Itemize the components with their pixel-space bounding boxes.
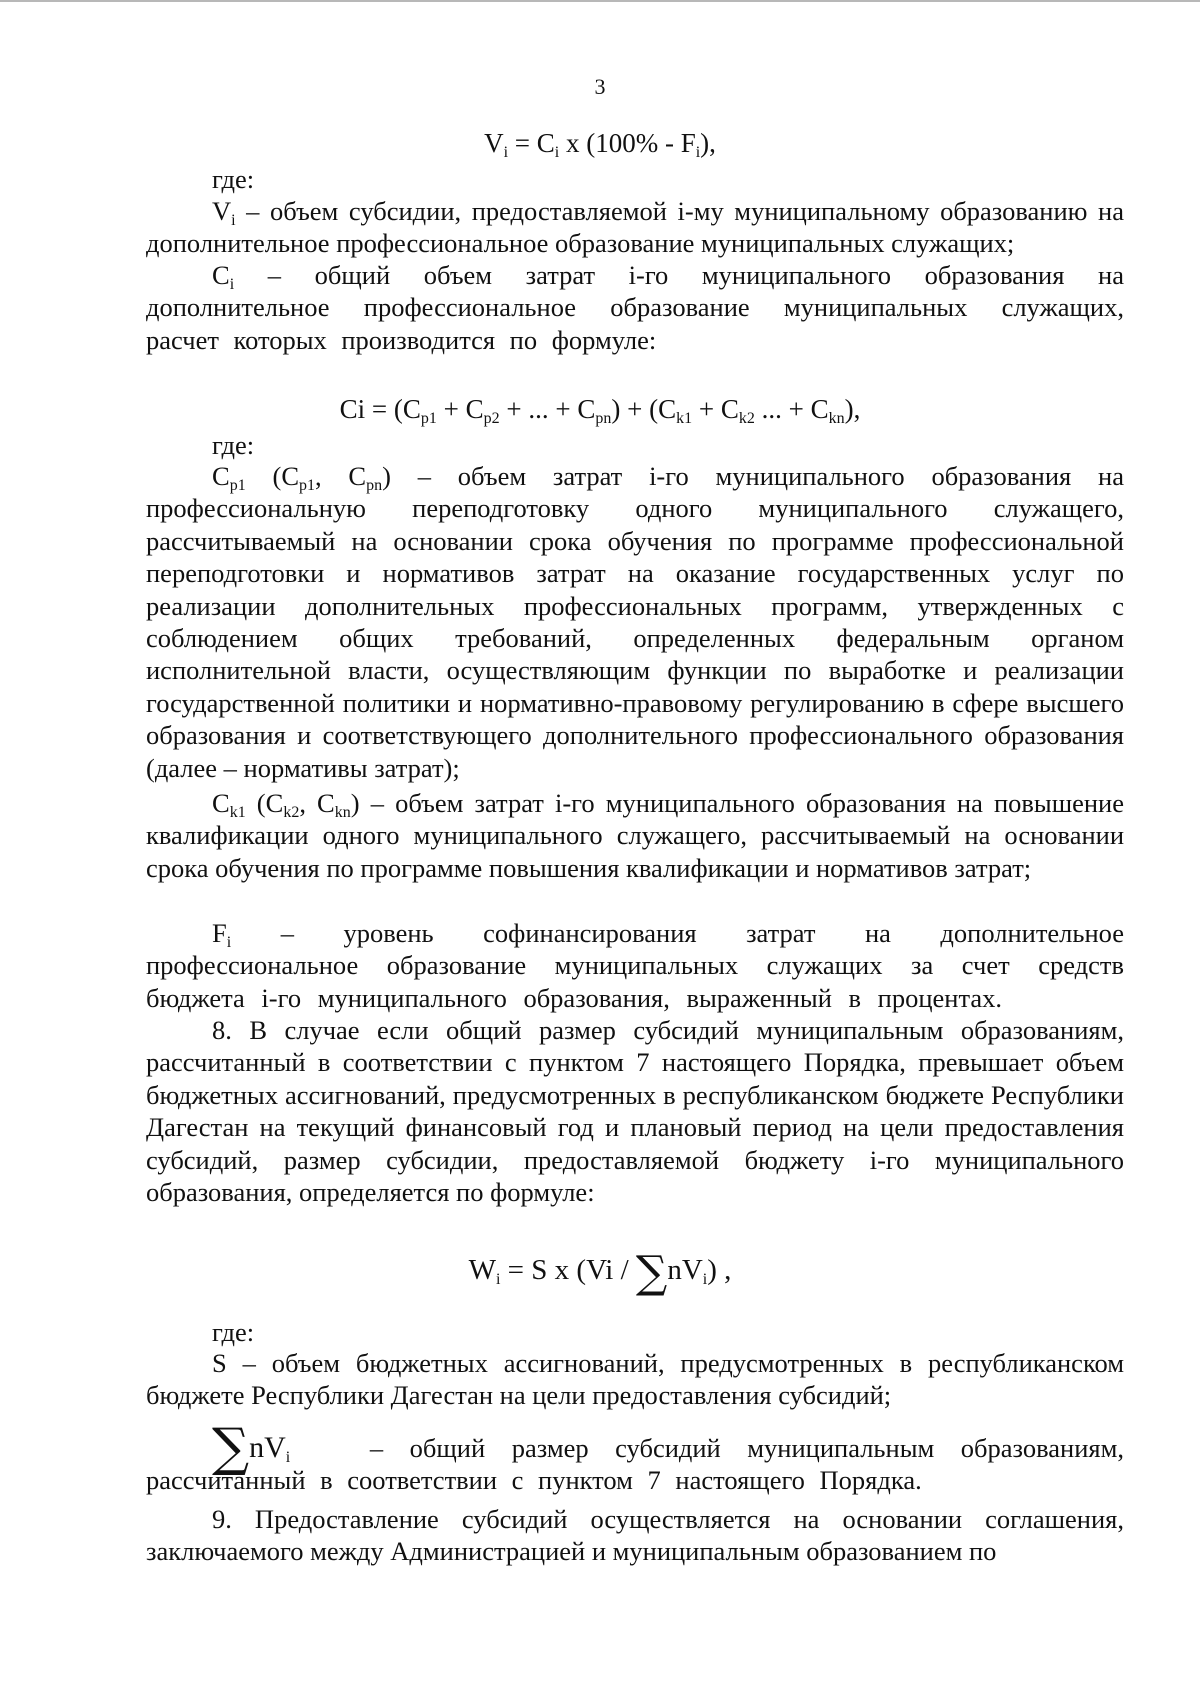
paragraph-9: 9. Предоставление субсидий осуществляется на основании соглашения, заключаемого между Администрацией и муниципальным образованием по [146,1504,1124,1567]
where-label-1: где: [212,164,255,194]
where-label-3: где: [212,1317,255,1347]
formula-ci: $Ci = (C_{p1} + C_{p2}$ + ... + $C_{pn}) + (C_{k1} + C_{k2}$ ... + $C_{kn}$), [339,394,861,427]
formula-vi: $V_i = C_i$ x $(100\% - F_i)$, [484,128,716,161]
sum-sign-icon: ∑ [212,1418,250,1478]
s-definition: S – объем бюджетных ассигнований, предусмотренных в республиканском бюджете Республики Дагестан на цели предоставления субсидий; [146,1348,1124,1411]
paragraph-8: 8. В случае если общий размер субсидий муниципальным образованиям, рассчитанный в соответствии с пунктом 7 настоящего Порядка, превышает объем бюджетных ассигнований, предусмотренных в республиканском бюджете Республики Дагестан на текущий финансовый год и плановый период на цели предоставления субсидий, размер субсидии, предоставляемой бюджету i-го муниципального образования, определяется по формуле: [146,1015,1124,1208]
ci-definition: $C_i$ – общий объем затрат i-го муниципального образования на дополнительное профессиональное образование муниципальных служащих, расчет которых производится по формуле: [146,260,1124,355]
ck-definition: $C_{k1}$ ($C_{k2}$, $C_{kn}$) – объем затрат i-го муниципального образования на повышение квалификации одного муниципального служащего, рассчитываемый на основании срока обучения по программе повышения квалификации и нормативов затрат; [146,788,1125,883]
cp-definition: $C_{p1}$ ($C_{p1}$, $C_{pn}$) – объем затрат i-го муниципального образования на профессиональную переподготовку одного муниципального служащего, рассчитываемый на основании срока обучения по программе профессиональной переподготовки и нормативов затрат на оказание государственных услуг по реализации дополнительных профессиональных программ, утвержденных с соблюдением общих требований, определенных федеральным органом исполнительной власти, осуществляющим функции по выработке и реализации государственной политики и нормативно-правовому регулированию в сфере высшего образования и соответствующего дополнительного профессионального образования (далее – нормативы затрат); [146,461,1124,783]
page-number: 3 [594,74,606,99]
sum-sign-icon: ∑ [635,1247,668,1298]
where-label-2: где: [212,430,255,460]
fi-definition: $F_i$ – уровень софинансирования затрат на дополнительное профессиональное образование муниципальных служащих за счет средств бюджета i-го муниципального образования, выраженный в процентах. [146,918,1124,1013]
sum-nvi-definition: $\sum nV_i$ – общий размер субсидий муниципальным образованиям, рассчитанный в соответствии с пунктом 7 настоящего Порядка. [146,1418,1124,1496]
vi-definition: $V_i$ – объем субсидии, предоставляемой i-му муниципальному образованию на дополнительное профессиональное образование муниципальных служащих; [146,196,1124,259]
formula-wi: $W_i = S$ x $(Vi / \sum nV_i)$ , [468,1247,732,1298]
scan-top-edge [0,0,1200,2]
